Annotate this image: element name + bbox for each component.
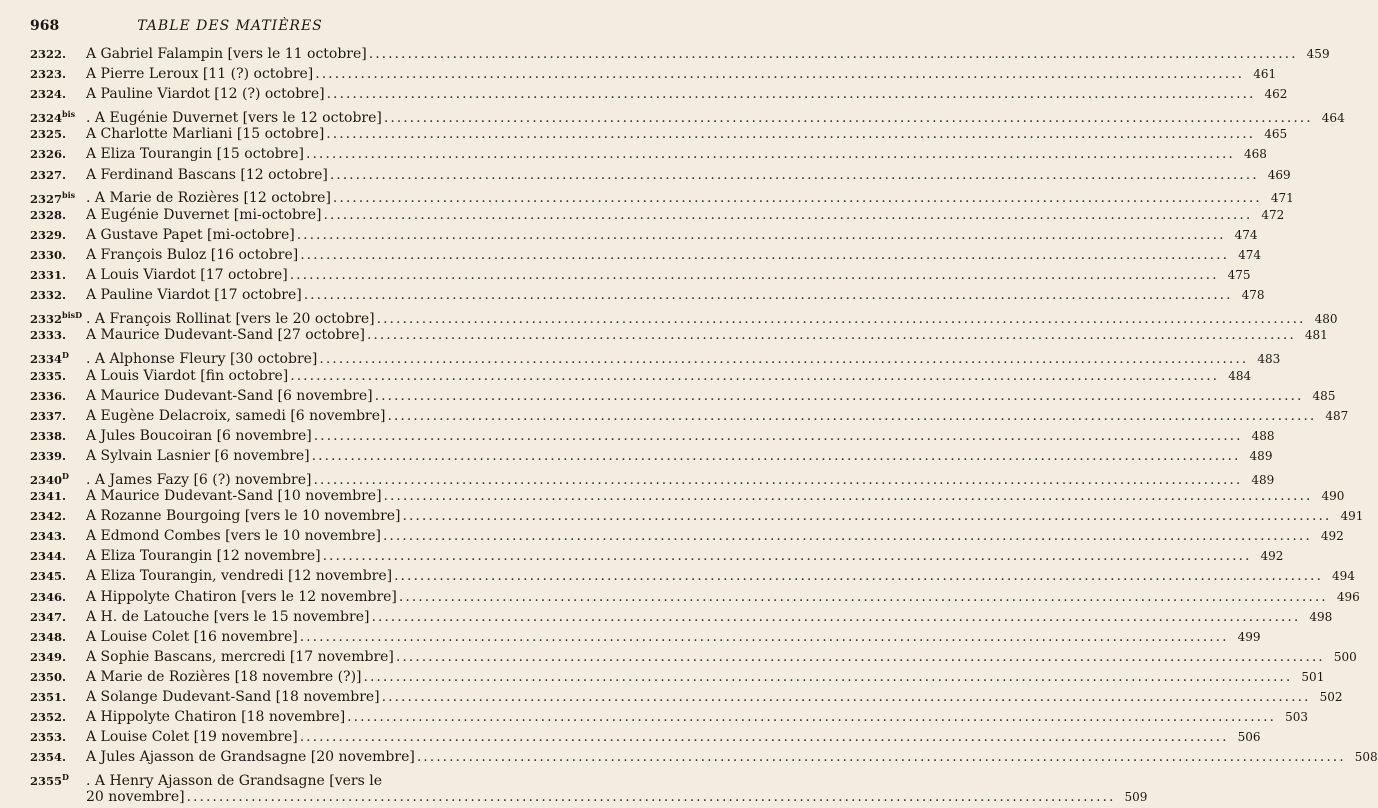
leader-dots (298, 727, 1231, 747)
toc-entry (30, 185, 1294, 207)
entry-title: . A Henry Ajasson de Grandsagne [vers le (86, 773, 382, 790)
entry-number-text: 2337. (30, 408, 67, 423)
entry-page: 488 (1251, 428, 1275, 443)
entry-title: A Eugène Delacroix, samedi [6 novembre] (86, 407, 386, 424)
entry-page: 494 (1332, 569, 1355, 584)
entry-number-text: 2348. (30, 629, 67, 644)
entry-title: A Edmond Combes [vers le 10 novembre] (86, 528, 381, 545)
entry-number-text: 2326. (30, 147, 67, 162)
entry-title: A Louis Viardot [fin octobre] (86, 367, 289, 384)
entry-number (30, 546, 86, 566)
entry-title: . A James Fazy [6 (?) novembre] (86, 471, 312, 488)
entry-page: 496 (1336, 589, 1360, 604)
entry-number (30, 707, 86, 727)
entry-title: A Louise Colet [19 novembre] (86, 729, 298, 746)
entry-page: 487 (1325, 408, 1349, 423)
entry-number-text: 2354. (30, 750, 67, 765)
toc-entry (30, 44, 1330, 64)
entry-number-text: 2353. (30, 730, 67, 745)
toc-entry (30, 124, 1288, 144)
leader-dots (369, 607, 1302, 627)
entry-number-text: 2352. (30, 710, 67, 725)
entry-number-text: 2333. (30, 328, 67, 343)
entry-title: A Maurice Dudevant-Sand [10 novembre] (86, 488, 382, 505)
entry-number (30, 587, 86, 607)
entry-number-text: 2332 (30, 312, 63, 327)
leader-dots (373, 386, 1306, 406)
page-header (30, 0, 430, 44)
entry-page: 491 (1340, 509, 1364, 524)
entry-number-text: 2329. (30, 227, 67, 242)
entry-page: 478 (1241, 288, 1265, 303)
entry-number-text: 2345. (30, 569, 67, 584)
toc-entry (30, 426, 1275, 446)
entry-number-text: 2324. (30, 87, 67, 102)
toc-entry (30, 345, 1281, 368)
entry-page: 506 (1237, 730, 1261, 745)
leader-dots (385, 406, 1318, 426)
entry-page: 503 (1285, 710, 1308, 725)
entry-number (30, 506, 86, 526)
leader-dots (365, 325, 1298, 345)
entry-number-text: 2343. (30, 529, 67, 544)
leader-dots (313, 64, 1246, 84)
entry-page: 474 (1234, 227, 1258, 242)
entry-number (30, 406, 86, 426)
entry-number (30, 64, 86, 84)
leader-dots (401, 506, 1334, 526)
toc-entry (30, 647, 1357, 667)
toc-entry (30, 104, 1345, 127)
entry-number-text: 2327. (30, 167, 67, 182)
leader-dots (324, 124, 1257, 144)
toc-entry (30, 265, 1251, 285)
toc-entry (30, 325, 1328, 345)
entry-number-text: 2342. (30, 509, 67, 524)
entry-title: A Maurice Dudevant-Sand [27 octobre] (86, 327, 365, 344)
leader-dots (302, 285, 1235, 305)
entry-number (30, 285, 86, 305)
entry-title: A Gustave Papet [mi-octobre] (86, 226, 295, 243)
entry-number-text: 2330. (30, 247, 67, 262)
entry-title: . A Eugénie Duvernet [vers le 12 octobre] (86, 110, 382, 127)
entry-title: A Ferdinand Bascans [12 octobre] (86, 166, 328, 183)
toc-entry (30, 225, 1258, 245)
leader-dots (392, 566, 1325, 586)
entry-page: 490 (1321, 489, 1345, 504)
toc-entry (30, 546, 1284, 566)
entry-number (30, 366, 86, 386)
toc-entry (30, 607, 1333, 627)
leader-dots (328, 165, 1261, 185)
leader-dots (367, 44, 1300, 64)
leader-dots (310, 446, 1243, 466)
toc-entry (30, 84, 1288, 104)
leader-dots (381, 526, 1314, 546)
entry-number-text: 2349. (30, 649, 67, 664)
entry-number (30, 566, 86, 586)
entry-title: A Hippolyte Chatiron [18 novembre] (86, 709, 346, 726)
toc-entry (30, 64, 1277, 84)
entry-title: A Solange Dudevant-Sand [18 novembre] (86, 689, 380, 705)
entry-title: A Eliza Tourangin, vendredi [12 novembre] (86, 568, 393, 585)
toc-entry (30, 486, 1345, 506)
entry-number-text: 2327 (30, 191, 63, 206)
entry-page: 489 (1249, 448, 1273, 463)
entry-page: 462 (1264, 87, 1288, 102)
entry-number-suffix: bisD (62, 310, 83, 321)
toc-entry (30, 506, 1364, 526)
entry-number (30, 44, 86, 64)
toc-entry (30, 526, 1344, 546)
toc-entry (30, 165, 1291, 185)
entry-page: 471 (1270, 191, 1294, 206)
entry-number (30, 426, 86, 446)
leader-dots (288, 366, 1221, 386)
leader-dots (312, 426, 1245, 446)
entry-number-text: 2355 (30, 774, 63, 789)
toc-entry (30, 245, 1262, 265)
entry-page: 502 (1319, 690, 1343, 704)
entry-number-suffix: bis (62, 109, 76, 120)
entry-number (30, 144, 86, 164)
entry-number (30, 687, 86, 707)
toc-entry (30, 406, 1349, 426)
entry-number (30, 446, 86, 466)
entry-title: A Gabriel Falampin [vers le 11 octobre] (86, 46, 367, 62)
toc-entry (30, 285, 1265, 305)
entry-page: 480 (1314, 312, 1338, 327)
entry-title: A Eliza Tourangin [12 novembre] (86, 548, 321, 565)
leader-dots (321, 205, 1254, 225)
entry-number-text: 2332. (30, 288, 67, 303)
entry-title: . A Marie de Rozières [12 octobre] (86, 190, 331, 207)
entry-title: A Charlotte Marliani [15 octobre] (86, 126, 325, 143)
toc-entry (30, 627, 1261, 647)
page-number: 968 (30, 18, 60, 34)
toc-entry (30, 687, 1343, 707)
entry-number (30, 165, 86, 185)
entry-number (30, 627, 86, 647)
entry-page: 484 (1228, 368, 1252, 383)
entry-title: A Rozanne Bourgoing [vers le 10 novembre] (86, 508, 401, 525)
entry-title: . A Alphonse Fleury [30 octobre] (86, 351, 318, 368)
entry-page: 499 (1237, 629, 1261, 644)
entry-title: . A François Rollinat [vers le 20 octobre] (86, 311, 375, 328)
entry-page: 508 (1354, 750, 1378, 765)
entry-number (30, 325, 86, 345)
entry-title: A Sylvain Lasnier [6 novembre] (86, 447, 310, 464)
entry-page: 485 (1312, 388, 1336, 403)
entry-title: 20 novembre] (86, 789, 185, 806)
toc-entry (30, 767, 430, 790)
running-title: TABLE DES MATIÈRES (137, 18, 323, 34)
leader-dots (295, 225, 1228, 245)
entry-number-text: 2335. (30, 368, 67, 383)
leader-dots (380, 687, 1313, 707)
toc-entry (30, 466, 1275, 488)
entry-number (30, 747, 86, 767)
toc-entry (30, 587, 1360, 607)
entry-number (30, 386, 86, 406)
toc-entry-continuation (30, 787, 1148, 807)
entry-number (30, 647, 86, 667)
entry-page: 472 (1261, 207, 1285, 222)
toc-entry (30, 205, 1285, 225)
entry-title: A Pauline Viardot [12 (?) octobre] (86, 86, 325, 103)
entry-number-text: 2350. (30, 669, 67, 684)
entry-number-suffix: D (62, 470, 69, 481)
entry-number-text: 2338. (30, 428, 67, 443)
entry-number-suffix: D (62, 350, 69, 361)
entry-number-text: 2341. (30, 489, 67, 504)
entry-number-text: 2346. (30, 589, 67, 604)
entry-number-text: 2323. (30, 67, 67, 82)
toc-entry (30, 667, 1325, 687)
entry-title: A Sophie Bascans, mercredi [17 novembre] (86, 648, 394, 665)
entry-page: 498 (1309, 609, 1333, 624)
toc-entry (30, 727, 1261, 747)
entry-number-text: 2339. (30, 448, 67, 463)
leader-dots (382, 486, 1315, 506)
entry-page: 468 (1243, 147, 1267, 162)
entry-page: 465 (1264, 127, 1288, 142)
entry-number (30, 607, 86, 627)
entry-title: A Hippolyte Chatiron [vers le 12 novembre] (86, 588, 397, 605)
entry-number-text: 2340 (30, 472, 63, 487)
leader-dots (298, 627, 1231, 647)
toc-entry (30, 366, 1252, 386)
toc-entry (30, 707, 1308, 727)
entry-number-text: 2336. (30, 388, 67, 403)
entry-title: A Jules Boucoiran [6 novembre] (86, 427, 312, 444)
toc-entry (30, 747, 1378, 767)
entry-number (30, 526, 86, 546)
entry-page: 459 (1306, 47, 1330, 61)
entry-title: A Pierre Leroux [11 (?) octobre] (86, 66, 314, 83)
entry-title: A Maurice Dudevant-Sand [6 novembre] (86, 387, 373, 404)
entry-page: 483 (1257, 352, 1281, 367)
toc-entry (30, 386, 1336, 406)
leader-dots (288, 265, 1221, 285)
entry-number (30, 245, 86, 265)
leader-dots (345, 707, 1278, 727)
entry-title: A François Buloz [16 octobre] (86, 246, 299, 263)
toc-entry (30, 144, 1267, 164)
entry-number-suffix: D (62, 772, 69, 783)
leader-dots (362, 667, 1295, 687)
entry-number (30, 667, 86, 687)
leader-dots (304, 144, 1237, 164)
entry-title: A Marie de Rozières [18 novembre (?)] (86, 668, 362, 685)
entry-number (30, 124, 86, 144)
entry-title: A Eliza Tourangin [15 octobre] (86, 146, 305, 163)
entry-page: 492 (1260, 549, 1284, 564)
leader-dots (325, 84, 1258, 104)
entry-page: 474 (1238, 247, 1262, 262)
entry-title: A Louis Viardot [17 octobre] (86, 267, 288, 284)
entry-number-text: 2328. (30, 207, 67, 222)
entry-number-text: 2334 (30, 352, 63, 367)
leader-dots (321, 546, 1254, 566)
table-of-contents (30, 44, 1378, 808)
entry-page: 489 (1251, 472, 1275, 487)
entry-page: 501 (1301, 669, 1325, 684)
entry-number (30, 205, 86, 225)
entry-number-suffix: bis (62, 189, 76, 200)
entry-number-text: 2324 (30, 111, 63, 126)
entry-title: A Jules Ajasson de Grandsagne [20 novembre] (86, 749, 415, 766)
entry-page: 481 (1304, 328, 1328, 343)
leader-dots (415, 747, 1348, 767)
entry-number-text: 2351. (30, 690, 67, 704)
leader-dots (185, 787, 1118, 807)
entry-page: 461 (1253, 67, 1277, 82)
entry-page: 500 (1333, 649, 1357, 664)
entry-number-text: 2344. (30, 549, 67, 564)
entry-title: A H. de Latouche [vers le 15 novembre] (86, 608, 370, 625)
toc-entry (30, 446, 1273, 466)
entry-page: 469 (1267, 167, 1291, 182)
leader-dots (397, 587, 1330, 607)
entry-number (30, 727, 86, 747)
entry-title: A Eugénie Duvernet [mi-octobre] (86, 206, 322, 223)
entry-number (30, 225, 86, 245)
entry-title: A Louise Colet [16 novembre] (86, 628, 298, 645)
entry-number-text: 2325. (30, 127, 67, 142)
entry-number (30, 265, 86, 285)
toc-entry (30, 566, 1355, 586)
entry-number-text: 2347. (30, 609, 67, 624)
leader-dots (394, 647, 1327, 667)
entry-page: 464 (1321, 111, 1345, 126)
entry-number (30, 486, 86, 506)
entry-page: 475 (1227, 268, 1251, 283)
entry-page: 492 (1320, 529, 1344, 544)
entry-number (30, 84, 86, 104)
entry-number-text: 2331. (30, 268, 67, 283)
entry-page: 509 (1124, 790, 1148, 805)
entry-number-text: 2322. (30, 47, 67, 61)
entry-title: A Pauline Viardot [17 octobre] (86, 287, 302, 304)
leader-dots (298, 245, 1231, 265)
toc-entry (30, 305, 1338, 328)
